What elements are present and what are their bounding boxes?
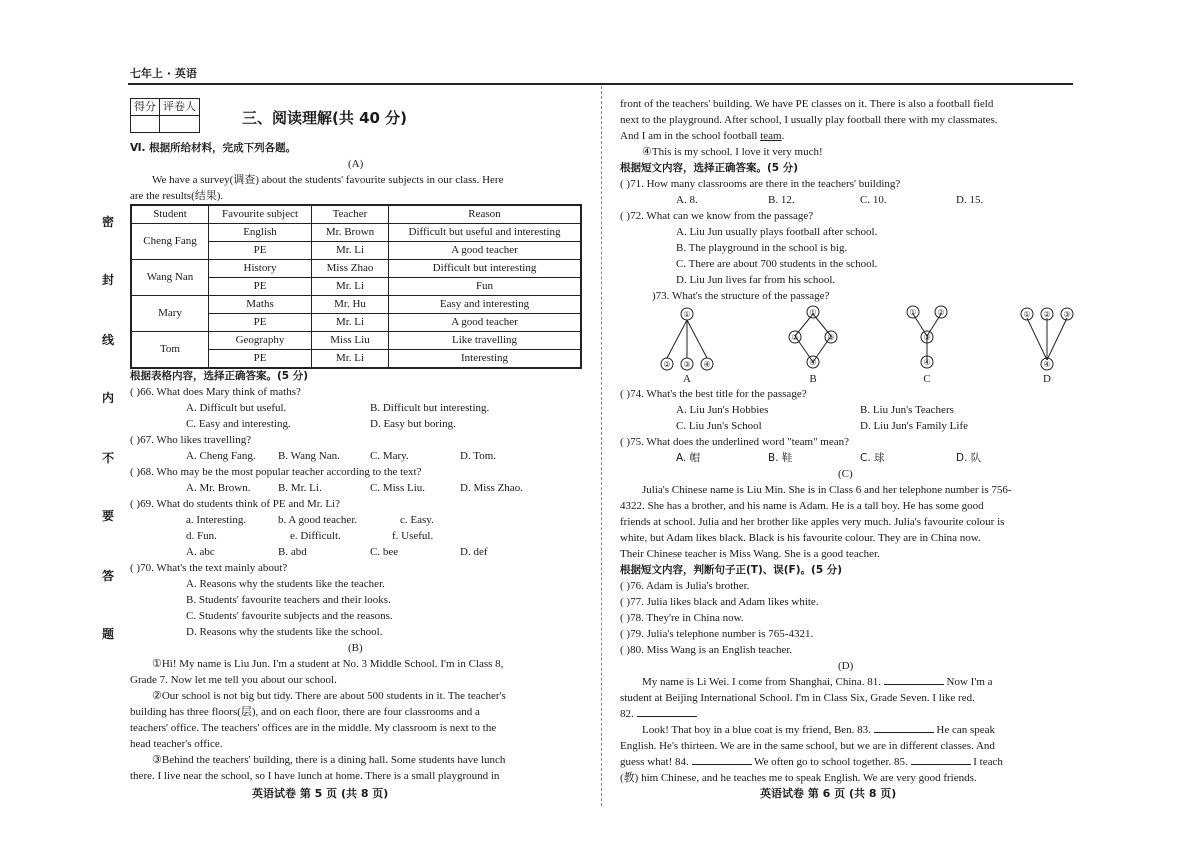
table-header: Favourite subject	[209, 205, 312, 224]
seal-char: 不	[102, 451, 115, 465]
passage-line: friends at school. Julia and her brother like apples very much. Julia's favourite colour is	[620, 516, 1005, 528]
table-row	[131, 296, 581, 314]
grader-label: 评卷人	[160, 99, 200, 116]
question-72: ( )72. What can we know from the passage?	[620, 210, 814, 222]
table-header: Reason	[389, 205, 582, 224]
question-instruction: 根据短文内容，选择正确答案。(5 分)	[620, 162, 799, 174]
table-cell: A good teacher	[389, 314, 582, 332]
table-cell: Easy and interesting	[389, 296, 582, 314]
table-cell: PE	[209, 242, 312, 260]
table-row	[131, 224, 581, 242]
page-divider	[601, 86, 602, 806]
option-a[interactable]: A. 帽	[676, 452, 701, 464]
table-cell: Miss Liu	[312, 332, 389, 350]
table-cell: Maths	[209, 296, 312, 314]
seal-char: 题	[102, 627, 115, 641]
option-a[interactable]: A. Reasons why the students like the teacher.	[186, 578, 385, 590]
option-d[interactable]: D. def	[460, 546, 488, 558]
node-label: ①	[1023, 310, 1031, 319]
option-a[interactable]: A. 8.	[676, 194, 698, 206]
option-b[interactable]: B. 鞋	[768, 452, 793, 464]
passage-text: We often go to school together. 85.	[751, 756, 911, 768]
passage-line: student at Beijing International School. I'm in Class Six, Grade Seven. I like red.	[620, 692, 975, 704]
table-cell: Difficult but interesting	[389, 260, 582, 278]
option-b[interactable]: B. Difficult but interesting.	[370, 402, 490, 414]
table-cell: Mr. Li	[312, 278, 389, 296]
node-label: ②	[1043, 310, 1051, 319]
passage-a-intro: We have a survey(调查) about the students' favourite subjects in our class. Here	[152, 174, 504, 186]
passage-line	[642, 722, 995, 738]
page-footer-left: 英语试卷 第 5 页 (共 8 页)	[252, 787, 389, 800]
question-66: ( )66. What does Mary think of maths?	[130, 386, 301, 398]
passage-text: .	[781, 130, 785, 142]
table-row	[131, 332, 581, 350]
option-b[interactable]: B. abd	[278, 546, 307, 558]
table-cell: Mary	[131, 296, 209, 332]
passage-line: Their Chinese teacher is Miss Wang. She is a good teacher.	[620, 548, 880, 560]
blank-82[interactable]	[637, 706, 697, 717]
score-box	[130, 98, 200, 133]
node-label: ③	[1063, 310, 1071, 319]
option-a[interactable]: A. Liu Jun usually plays football after school.	[676, 226, 878, 238]
passage-line: Julia's Chinese name is Liu Min. She is in Class 6 and her telephone number is 756-	[642, 484, 1012, 496]
option-d[interactable]: D. Liu Jun lives far from his school.	[676, 274, 836, 286]
passage-line: ①Hi! My name is Liu Jun. I'm a student at No. 3 Middle School. I'm in Class 8,	[152, 658, 504, 670]
table-cell: Mr. Brown	[312, 224, 389, 242]
table-row	[131, 260, 581, 278]
question-74: ( )74. What's the best title for the passage?	[620, 388, 807, 400]
option-d[interactable]: D. Tom.	[460, 450, 497, 462]
passage-text: And I am in the school football	[620, 130, 761, 142]
option-a[interactable]: A. Difficult but useful.	[186, 402, 287, 414]
option-a[interactable]: A. Cheng Fang.	[186, 450, 256, 462]
option-d[interactable]: D. 15.	[956, 194, 984, 206]
diagram-label-a: A	[683, 373, 691, 385]
question-68: ( )68. Who may be the most popular teacher according to the text?	[130, 466, 422, 478]
table-cell: Like travelling	[389, 332, 582, 350]
passage-a-intro: are the results(结果).	[130, 190, 224, 202]
tf-statement-79[interactable]: ( )79. Julia's telephone number is 765-4321.	[620, 628, 814, 640]
score-cell[interactable]	[131, 116, 160, 133]
passage-text: I teach	[970, 756, 1003, 768]
passage-d-label: (D)	[838, 660, 854, 672]
passage-line: there. I live near the school, so I have lunch at home. There is a small playground in	[130, 770, 500, 782]
seal-char: 答	[102, 569, 115, 583]
choice-item: a. Interesting.	[186, 514, 247, 526]
passage-line: 4322. She has a brother, and his name is Adam. He is a tall boy. He has some good	[620, 500, 984, 512]
page-footer-right: 英语试卷 第 6 页 (共 8 页)	[760, 787, 897, 800]
option-c[interactable]: C. Easy and interesting.	[186, 418, 291, 430]
choice-item: d. Fun.	[186, 530, 217, 542]
passage-line	[620, 706, 697, 722]
option-b[interactable]: B. 12.	[768, 194, 795, 206]
table-cell: History	[209, 260, 312, 278]
seal-char: 要	[102, 509, 115, 523]
option-d[interactable]: D. Miss Zhao.	[460, 482, 523, 494]
part-instruction: Ⅵ. 根据所给材料，完成下列各题。	[130, 142, 297, 154]
blank-83[interactable]	[874, 722, 934, 733]
tf-statement-78[interactable]: ( )78. They're in China now.	[620, 612, 744, 624]
tf-statement-76[interactable]: ( )76. Adam is Julia's brother.	[620, 580, 750, 592]
option-b[interactable]: B. Students' favourite teachers and their looks.	[186, 594, 391, 606]
table-header: Student	[131, 205, 209, 224]
structure-diagram-svg	[655, 306, 1075, 386]
passage-text: Now I'm a	[943, 676, 993, 688]
table-cell: Fun	[389, 278, 582, 296]
option-d[interactable]: D. Easy but boring.	[370, 418, 456, 430]
option-b[interactable]: B. Liu Jun's Teachers	[860, 404, 954, 416]
option-c[interactable]: C. Mary.	[370, 450, 409, 462]
table-cell: Mr. Li	[312, 242, 389, 260]
passage-line: ④This is my school. I love it very much!	[642, 146, 823, 158]
option-c[interactable]: C. 10.	[860, 194, 887, 206]
table-cell: Mr. Li	[312, 314, 389, 332]
passage-text: My name is Li Wei. I come from Shanghai, China. 81.	[642, 676, 884, 688]
question-67: ( )67. Who likes travelling?	[130, 434, 252, 446]
passage-line: building has three floors(层), and on each floor, there are four classrooms and a	[130, 706, 480, 718]
question-75: ( )75. What does the underlined word "team" mean?	[620, 436, 850, 448]
seal-char: 内	[102, 391, 115, 405]
section-title: 三、阅读理解(共 40 分)	[242, 109, 408, 127]
passage-line: Grade 7. Now let me tell you about our school.	[130, 674, 337, 686]
question-70: ( )70. What's the text mainly about?	[130, 562, 288, 574]
passage-line: (教) him Chinese, and he teaches me to speak English. We are very good friends.	[620, 772, 977, 784]
passage-b-label: (B)	[348, 642, 363, 654]
option-b[interactable]: B. Mr. Li.	[278, 482, 322, 494]
option-c[interactable]: C. bee	[370, 546, 399, 558]
node-label: ④	[1043, 360, 1051, 369]
option-c[interactable]: C. 球	[860, 452, 885, 464]
table-header: Teacher	[312, 205, 389, 224]
option-a[interactable]: A. abc	[186, 546, 215, 558]
passage-a-label: (A)	[348, 158, 364, 170]
tf-statement-77[interactable]: ( )77. Julia likes black and Adam likes white.	[620, 596, 819, 608]
header-rule	[128, 83, 1073, 85]
passage-text: Look! That boy in a blue coat is my friend, Ben. 83.	[642, 724, 874, 736]
node-label: ②	[791, 333, 799, 342]
passage-text: 82.	[620, 708, 637, 720]
option-c[interactable]: C. Miss Liu.	[370, 482, 426, 494]
node-label: ④	[809, 358, 817, 367]
seal-char: 线	[102, 333, 115, 347]
table-cell: Mr. Li	[312, 350, 389, 369]
option-d[interactable]: D. Reasons why the students like the school.	[186, 626, 383, 638]
passage-line: head teacher's office.	[130, 738, 223, 750]
underlined-word-team: team	[760, 130, 782, 142]
option-c[interactable]: C. Students' favourite subjects and the reasons.	[186, 610, 393, 622]
blank-84[interactable]	[692, 754, 752, 765]
passage-line: white, but Adam likes black. Black is his favourite colour. They are in China now.	[620, 532, 981, 544]
table-cell: Miss Zhao	[312, 260, 389, 278]
diagram-label-b: B	[809, 373, 817, 385]
question-69: ( )69. What do students think of PE and Mr. Li?	[130, 498, 340, 510]
diagram-label-c: C	[923, 373, 931, 385]
question-71: ( )71. How many classrooms are there in the teachers' building?	[620, 178, 901, 190]
option-c[interactable]: C. Liu Jun's School	[676, 420, 762, 432]
blank-85[interactable]	[911, 754, 971, 765]
passage-c-label: (C)	[838, 468, 853, 480]
choice-item: c. Easy.	[400, 514, 434, 526]
node-label: ①	[809, 308, 817, 317]
table-cell: Wang Nan	[131, 260, 209, 296]
table-cell: English	[209, 224, 312, 242]
question-instruction: 根据表格内容，选择正确答案。(5 分)	[130, 370, 309, 382]
seal-char: 密	[102, 215, 115, 229]
table-cell: Tom	[131, 332, 209, 369]
passage-line	[620, 754, 1003, 770]
passage-line: teachers' office. The teachers' offices are in the middle. My classroom is next to the	[130, 722, 497, 734]
seal-char: 封	[102, 273, 115, 287]
table-cell: Cheng Fang	[131, 224, 209, 260]
diagram-label-d: D	[1043, 373, 1051, 385]
score-label: 得分	[131, 99, 160, 116]
node-label: ①	[683, 310, 691, 319]
option-d[interactable]: D. 队	[956, 452, 982, 464]
survey-table	[130, 204, 582, 369]
node-label: ④	[703, 360, 711, 369]
passage-line: next to the playground. After school, I usually play football there with my classmates.	[620, 114, 998, 126]
node-label: ④	[923, 358, 931, 367]
blank-81[interactable]	[884, 674, 944, 685]
page-header: 七年上 · 英语	[130, 67, 197, 80]
tf-statement-80[interactable]: ( )80. Miss Wang is an English teacher.	[620, 644, 793, 656]
table-cell: PE	[209, 314, 312, 332]
node-label: ③	[683, 360, 691, 369]
grader-cell[interactable]	[160, 116, 200, 133]
choice-item: e. Difficult.	[290, 530, 341, 542]
table-cell: PE	[209, 350, 312, 369]
node-label: ①	[909, 308, 917, 317]
passage-line	[620, 128, 784, 144]
choice-item: b. A good teacher.	[278, 514, 358, 526]
choice-item: f. Useful.	[392, 530, 434, 542]
question-instruction: 根据短文内容，判断句子正(T)、误(F)。(5 分)	[620, 564, 843, 576]
node-label: ②	[663, 360, 671, 369]
option-a[interactable]: A. Mr. Brown.	[186, 482, 251, 494]
table-cell: Difficult but useful and interesting	[389, 224, 582, 242]
table-cell: Geography	[209, 332, 312, 350]
passage-line: ③Behind the teachers' building, there is a dining hall. Some students have lunch	[152, 754, 506, 766]
node-label: ③	[827, 333, 835, 342]
option-d[interactable]: D. Liu Jun's Family Life	[860, 420, 969, 432]
passage-line	[642, 674, 993, 690]
node-label: ③	[923, 333, 931, 342]
option-a[interactable]: A. Liu Jun's Hobbies	[676, 404, 769, 416]
table-cell: Interesting	[389, 350, 582, 369]
passage-text: He can speak	[933, 724, 996, 736]
question-73: )73. What's the structure of the passage?	[652, 290, 830, 302]
structure-diagrams	[655, 306, 1075, 386]
table-cell: PE	[209, 278, 312, 296]
table-cell: A good teacher	[389, 242, 582, 260]
option-c[interactable]: C. There are about 700 students in the school.	[676, 258, 878, 270]
option-b[interactable]: B. Wang Nan.	[278, 450, 340, 462]
node-label: ②	[937, 308, 945, 317]
passage-line: ②Our school is not big but tidy. There are about 500 students in it. The teacher's	[152, 690, 506, 702]
passage-line: front of the teachers' building. We have PE classes on it. There is also a football field	[620, 98, 994, 110]
option-b[interactable]: B. The playground in the school is big.	[676, 242, 848, 254]
table-cell: Mr. Hu	[312, 296, 389, 314]
passage-line: English. He's thirteen. We are in the same school, but we are in different classes. And	[620, 740, 995, 752]
passage-text: guess what! 84.	[620, 756, 692, 768]
